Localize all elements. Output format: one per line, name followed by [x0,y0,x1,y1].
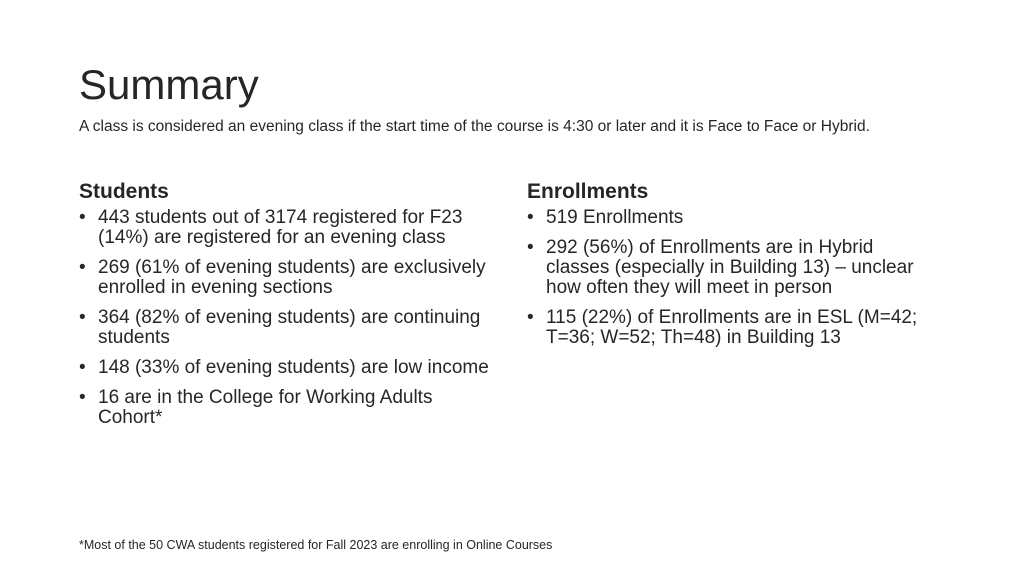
list-item-text: 115 (22%) of Enrollments are in ESL (M=42; T=36; W=52; Th=48) in Building 13 [546,307,918,348]
bullet-icon: • [79,387,86,408]
footnote: *Most of the 50 CWA students registered for Fall 2023 are enrolling in Online Courses [79,538,553,552]
bullet-icon: • [527,207,534,228]
list-item-text: 364 (82% of evening students) are continuing students [98,307,481,348]
page-title: Summary [79,61,259,108]
bullet-icon: • [79,257,86,278]
list-item [79,308,489,348]
bullet-icon: • [527,307,534,328]
bullet-icon: • [527,237,534,258]
list-item-text: 148 (33% of evening students) are low income [98,357,489,378]
list-item [79,208,489,248]
list-item [527,208,937,228]
list-item [79,258,489,298]
students-column [79,178,489,438]
students-heading: Students [79,180,169,203]
enrollments-heading: Enrollments [527,180,649,203]
list-item-text: 292 (56%) of Enrollments are in Hybrid classes (especially in Building 13) – unclear how often they will meet in person [546,237,914,298]
list-item-text: 269 (61% of evening students) are exclusively enrolled in evening sections [98,257,486,298]
enrollments-list [527,208,937,348]
list-item-text: 519 Enrollments [546,207,684,228]
bullet-icon: • [79,207,86,228]
list-item [527,238,937,298]
enrollments-column [527,178,937,358]
list-item [527,308,937,348]
bullet-icon: • [79,357,86,378]
list-item-text: 443 students out of 3174 registered for F23 (14%) are registered for an evening class [98,207,463,248]
bullet-icon: • [79,307,86,328]
students-list [79,208,489,428]
list-item [79,388,489,428]
list-item [79,358,489,378]
page-subtitle: A class is considered an evening class if the start time of the course is 4:30 or later and it is Face to Face or Hybrid. [79,118,870,135]
list-item-text: 16 are in the College for Working Adults Cohort* [98,387,433,428]
